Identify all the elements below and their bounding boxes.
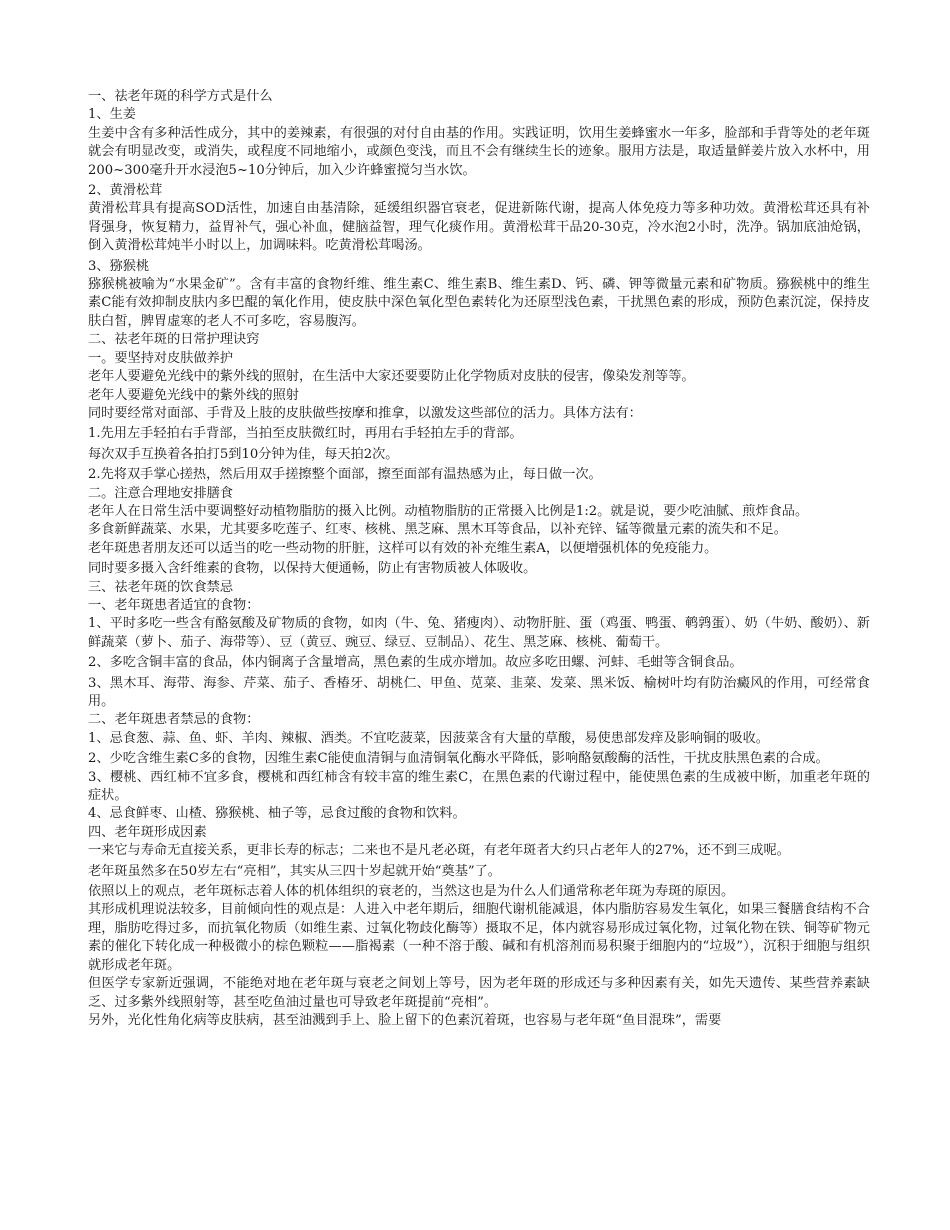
paragraph: 老年人要避免光线中的紫外线的照射 <box>88 387 299 403</box>
paragraph: 老年人要避免光线中的紫外线的照射，在生活中大家还要要防止化学物质对皮肤的侵害，像染发剂等等。 <box>88 369 695 385</box>
section-heading: 一、祛老年斑的科学方式是什么 <box>88 89 273 104</box>
paragraph: 猕猴桃被喻为“水果金矿”。含有丰富的食物纤维、维生素C、维生素B、维生素D、钙、磷、钾等微量元素和矿物质。猕猴桃中的维生素C能有效抑制皮肤内多巴醌的氧化作用，使皮肤中深色氧化型色素转化为还原型浅色素，干扰黑色素的形成，预防色素沉淀，保持皮肤白皙，脾胃虚寒的老人不可多吃，容易腹泻。 <box>88 277 870 329</box>
paragraph: 另外，光化性角化病等皮肤病，甚至油溅到手上、脸上留下的色素沉着斑，也容易与老年斑“鱼目混珠”，需要 <box>88 1012 722 1028</box>
subheading: 2、黄滑松茸 <box>88 183 163 199</box>
paragraph: 1.先用左手轻拍右手背部，当拍至皮肤微红时，再用右手轻拍左手的背部。 <box>88 426 523 442</box>
paragraph: 2、多吃含铜丰富的食品，体内铜离子含量增高，黑色素的生成亦增加。故应多吃田螺、河蚌、毛蚶等含铜食品。 <box>88 655 743 671</box>
paragraph: 2.先将双手掌心搓热，然后用双手搓擦整个面部，擦至面部有温热感为止，每日做一次。 <box>88 467 602 483</box>
subheading: 3、猕猴桃 <box>88 258 150 274</box>
subheading: 二。注意合理地安排膳食 <box>88 485 234 501</box>
paragraph: 4、忌食鲜枣、山楂、猕猴桃、柚子等，忌食过酸的食物和饮料。 <box>88 806 466 822</box>
paragraph: 同时要多摄入含纤维素的食物，以保持大便通畅，防止有害物质被人体吸收。 <box>88 561 537 577</box>
paragraph: 老年斑虽然多在50岁左右“亮相”，其实从三四十岁起就开始“奠基”了。 <box>88 863 501 879</box>
document-body <box>88 88 870 1030</box>
subheading: 二、老年斑患者禁忌的食物： <box>88 712 260 728</box>
paragraph: 老年人在日常生活中要调整好动植物脂肪的摄入比例。动植物脂肪的正常摄入比例是1:2。就是说，要少吃油腻、煎炸食品。 <box>88 503 809 519</box>
paragraph: 依照以上的观点，老年斑标志着人体的机体组织的衰老的，当然这也是为什么人们通常称老年斑为寿斑的原因。 <box>88 884 735 900</box>
paragraph: 1、忌食葱、蒜、鱼、虾、羊肉、辣椒、酒类。不宜吃菠菜，因菠菜含有大量的草酸，易使患部发痒及影响铜的吸收。 <box>88 730 769 746</box>
paragraph: 生姜中含有多种活性成分，其中的姜辣素，有很强的对付自由基的作用。实践证明，饮用生姜蜂蜜水一年多，脸部和手背等处的老年斑就会有明显改变，或消失，或程度不同地缩小，或颜色变浅，而且不会有继续生长的迹象。服用方法是，取适量鲜姜片放入水杯中，用200~300毫升开水浸泡5~10分钟后，加入少许蜂蜜搅匀当水饮。 <box>88 125 870 178</box>
paragraph: 3、樱桃、西红柿不宜多食，樱桃和西红柿含有较丰富的维生素C，在黑色素的代谢过程中，能使黑色素的生成被中断，加重老年斑的症状。 <box>88 769 870 804</box>
paragraph: 黄滑松茸具有提高SOD活性，加速自由基清除，延缓组织器官衰老，促进新陈代谢，提高人体免疫力等多种功效。黄滑松茸还具有补肾强身，恢复精力，益胃补气，强心补血，健脑益智，理气化痰作用。黄滑松茸干品20-30克，冷水泡2小时，洗净。锅加底油炝锅，倒入黄滑松茸炖半小时以上，加调味料。吃黄滑松茸喝汤。 <box>88 201 870 254</box>
section-heading: 二、祛老年斑的日常护理诀窍 <box>88 332 260 348</box>
paragraph: 一来它与寿命无直接关系，更非长寿的标志；二来也不是凡老必斑，有老年斑者大约只占老年人的27%，还不到三成呢。 <box>88 843 790 859</box>
section-heading: 四、老年斑形成因素 <box>88 824 207 840</box>
paragraph: 多食新鲜蔬菜、水果，尤其要多吃莲子、红枣、核桃、黑芝麻、黑木耳等食品，以补充锌、锰等微量元素的流失和不足。 <box>88 522 787 538</box>
paragraph: 但医学专家新近强调，不能绝对地在老年斑与衰老之间划上等号，因为老年斑的形成还与多种因素有关，如先天遗传、某些营养素缺乏、过多紫外线照射等，甚至吃鱼油过量也可导致老年斑提前“亮相”。 <box>88 976 870 1010</box>
subheading: 一。要坚持对皮肤做养护 <box>88 350 234 366</box>
section-heading: 三、祛老年斑的饮食禁忌 <box>88 579 234 595</box>
paragraph: 老年斑患者朋友还可以适当的吃一些动物的肝脏，这样可以有效的补充维生素A，以便增强机体的免疫能力。 <box>88 540 718 556</box>
paragraph: 每次双手互换着各拍打5到10分钟为佳，每天拍2次。 <box>88 446 399 462</box>
paragraph: 2、少吃含维生素C多的食物，因维生素C能使血清铜与血清铜氧化酶水平降低，影响酪氨酸酶的活性，干扰皮肤黑色素的合成。 <box>88 751 829 767</box>
paragraph: 其形成机理说法较多，目前倾向性的观点是：人进入中老年期后，细胞代谢机能减退，体内脂肪容易发生氧化，如果三餐膳食结构不合理，脂肪吃得过多，而抗氧化物质（如维生素、过氧化物歧化酶等）摄取不足，体内就容易形成过氧化物，过氧化物在铁、铜等矿物元素的催化下转化成一种极微小的棕色颗粒——脂褐素（一种不溶于酸、碱和有机溶剂而易积聚于细胞内的“垃圾”），沉积于细胞与组织就形成老年斑。 <box>88 902 870 973</box>
subheading: 一、老年斑患者适宜的食物： <box>88 597 260 613</box>
paragraph: 同时要经常对面部、手背及上肢的皮肤做些按摩和推拿，以激发这些部位的活力。具体方法有： <box>88 405 642 421</box>
subheading: 1、生姜 <box>88 107 136 123</box>
paragraph: 1、平时多吃一些含有酪氨酸及矿物质的食物，如肉（牛、兔、猪瘦肉）、动物肝脏、蛋（鸡蛋、鸭蛋、鹌鹑蛋）、奶（牛奶、酸奶）、新鲜蔬菜（萝卜、茄子、海带等）、豆（黄豆、豌豆、绿豆、豆制品）、花生、黑芝麻、核桃、葡萄干。 <box>88 616 870 650</box>
paragraph: 3、黑木耳、海带、海参、芹菜、茄子、香椿牙、胡桃仁、甲鱼、苋菜、韭菜、发菜、黑米饭、榆树叶均有防治癜风的作用，可经常食用。 <box>88 675 870 709</box>
